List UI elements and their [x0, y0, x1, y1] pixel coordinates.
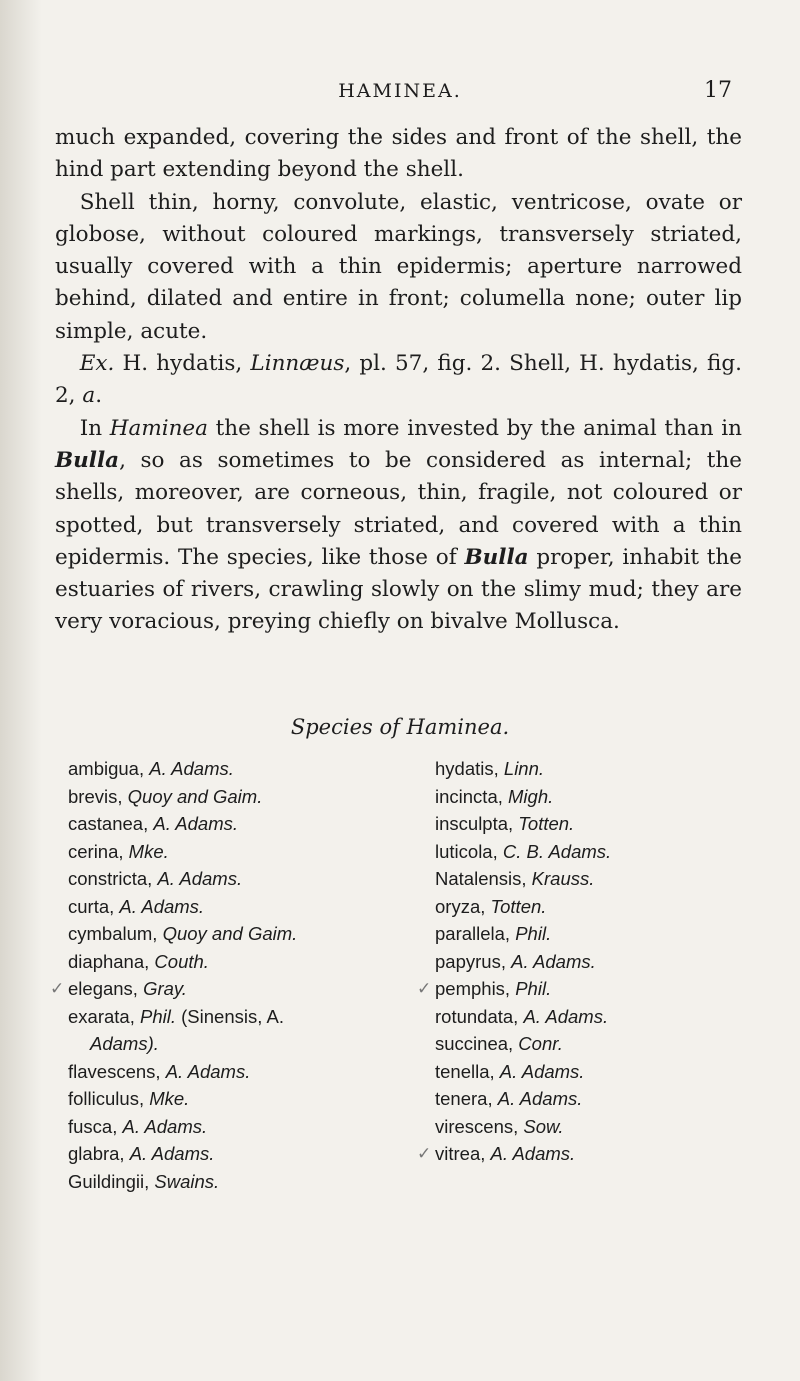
example-text-2: , pl. 57, fig. 2. Shell, H. hydatis, fig. 2,: [55, 351, 742, 409]
comparison-text-1: In: [79, 415, 110, 441]
check-mark-icon: ✓: [50, 979, 65, 998]
species-author: C. B. Adams.: [502, 840, 612, 862]
species-name: rotundata,: [435, 1005, 524, 1027]
body-text: [55, 122, 742, 639]
species-list-right: [417, 755, 755, 1168]
species-name: folliculus,: [68, 1088, 150, 1109]
species-entry: [435, 1113, 755, 1141]
species-entry: [435, 838, 755, 866]
species-list-left: [50, 755, 358, 1195]
example-text-1: H. hydatis,: [114, 351, 251, 377]
species-entry: [435, 1003, 755, 1031]
species-entry: [435, 810, 755, 838]
species-author: Gray.: [143, 978, 187, 999]
running-head: HAMINEA.: [338, 80, 462, 102]
species-entry: [68, 783, 358, 811]
species-author: Migh.: [508, 785, 554, 807]
species-author: A. Adams.: [149, 758, 234, 779]
species-author: Totten.: [490, 895, 547, 917]
species-author: Krauss.: [531, 868, 595, 889]
species-author: Swains.: [154, 1170, 220, 1192]
species-name: hydatis,: [435, 758, 504, 779]
species-author: A. Adams.: [119, 895, 205, 917]
species-entry: [68, 1085, 358, 1113]
species-entry: [435, 1058, 755, 1086]
species-author: A. Adams.: [490, 1143, 576, 1164]
species-entry: [417, 1140, 755, 1168]
species-name: constricta,: [68, 868, 158, 889]
species-synonym-continued: Adams).: [90, 1033, 159, 1054]
species-name: oryza,: [435, 895, 491, 917]
species-entry: [68, 1168, 358, 1196]
species-name: Guildingii,: [68, 1170, 155, 1192]
species-author: A. Adams.: [165, 1060, 251, 1082]
species-name: luticola,: [435, 840, 503, 862]
species-name: fusca,: [68, 1115, 123, 1137]
species-name: elegans,: [68, 978, 144, 999]
species-author: Phil.: [140, 1005, 176, 1027]
species-entry: [417, 975, 755, 1003]
species-entry: [435, 1030, 755, 1058]
species-name: exarata,: [68, 1005, 140, 1027]
check-mark-icon: ✓: [417, 1144, 432, 1163]
species-name: virescens,: [435, 1115, 524, 1137]
species-name: castanea,: [68, 813, 154, 834]
species-author: Couth.: [154, 950, 209, 972]
species-entry: [435, 948, 755, 976]
comparison-text-4: proper, inhabit the estuaries of rivers, crawling slowly on the slimy mud; they are very voracious, preying chiefly on bivalve Mollusca.: [55, 544, 743, 635]
example-figure: a: [82, 383, 96, 409]
species-name: glabra,: [68, 1143, 130, 1164]
example-reference: Linnæus: [250, 351, 345, 377]
example-label: Ex.: [79, 351, 115, 377]
species-name: tenella,: [435, 1060, 500, 1082]
species-author: A. Adams.: [497, 1088, 583, 1109]
page-edge-shadow: [0, 0, 42, 1381]
species-entry: [68, 1058, 358, 1086]
species-name: cerina,: [68, 840, 129, 862]
species-author: Sow.: [523, 1115, 564, 1137]
species-entry: [435, 783, 755, 811]
species-name: pemphis,: [435, 978, 516, 999]
species-name: insculpta,: [435, 813, 519, 834]
comparison-text-3: , so as sometimes to be considered as internal; the shells, moreover, are corneous, thin, fragile, not coloured or spotted, but transversely striated, and covered with a thin epidermis. The species, like those of: [55, 447, 742, 570]
species-name: vitrea,: [435, 1143, 491, 1164]
species-name: papyrus,: [435, 950, 512, 972]
species-entry: [68, 810, 358, 838]
species-entry: [435, 1085, 755, 1113]
bulla-name: Bulla: [55, 447, 120, 473]
page-number: 17: [704, 78, 732, 103]
species-entry: [68, 865, 358, 893]
page-header: [0, 78, 800, 108]
species-author: Mke.: [149, 1088, 190, 1109]
example-text-3: .: [95, 383, 103, 409]
species-entry: [68, 893, 358, 921]
species-name: incincta,: [435, 785, 509, 807]
species-author: Quoy and Gaim.: [162, 923, 298, 944]
species-author: A. Adams.: [523, 1005, 609, 1027]
species-name: diaphana,: [68, 950, 155, 972]
species-name: ambigua,: [68, 758, 150, 779]
species-name: parallela,: [435, 923, 516, 944]
species-author: A. Adams.: [511, 950, 596, 972]
species-entry: [435, 755, 755, 783]
species-name: brevis,: [68, 785, 128, 807]
paragraph-continuation: much expanded, covering the sides and front of the shell, the hind part extending beyond the shell.: [55, 125, 742, 183]
check-mark-icon: ✓: [417, 979, 432, 998]
species-entry: [68, 1113, 358, 1141]
paragraph-comparison: [55, 413, 742, 639]
species-entry: [435, 893, 755, 921]
species-author: Quoy and Gaim.: [127, 785, 263, 807]
species-entry: [435, 865, 755, 893]
species-name: tenera,: [435, 1088, 498, 1109]
species-author: Totten.: [518, 813, 575, 834]
species-heading: Species of Haminea.: [290, 715, 510, 739]
species-author: A. Adams.: [499, 1060, 585, 1082]
comparison-text-2: the shell is more invested by the animal than in: [207, 415, 742, 441]
species-entry: [50, 975, 358, 1003]
species-entry: [68, 838, 358, 866]
paragraph-shell-description: Shell thin, horny, convolute, elastic, ventricose, ovate or globose, without coloured markings, transversely striated, usually covered with a thin epidermis; aperture narrowed behind, dilated and entire in front; columella none; outer lip simple, acute.: [55, 189, 742, 344]
species-name: Natalensis,: [435, 868, 532, 889]
species-entry: [68, 1140, 358, 1168]
species-name: curta,: [68, 895, 120, 917]
species-author: Mke.: [128, 840, 169, 862]
species-entry: [68, 920, 358, 948]
species-name: flavescens,: [68, 1060, 166, 1082]
genus-name: Haminea: [109, 415, 208, 441]
species-author: A. Adams.: [129, 1143, 215, 1164]
species-synonym: (Sinensis, A.: [176, 1005, 284, 1027]
bulla-name-2: Bulla: [464, 544, 529, 570]
species-author: Linn.: [503, 758, 545, 779]
species-author: A. Adams.: [153, 813, 239, 834]
species-name: cymbalum,: [68, 923, 163, 944]
species-entry: [68, 1003, 358, 1058]
species-author: Phil.: [515, 978, 552, 999]
species-author: Conr.: [518, 1033, 563, 1054]
species-entry: [68, 755, 358, 783]
species-name: succinea,: [435, 1033, 519, 1054]
species-entry: [435, 920, 755, 948]
paragraph-example: [55, 348, 742, 413]
species-author: A. Adams.: [122, 1115, 208, 1137]
species-author: Phil.: [515, 923, 552, 944]
species-author: A. Adams.: [157, 868, 243, 889]
species-entry: [68, 948, 358, 976]
